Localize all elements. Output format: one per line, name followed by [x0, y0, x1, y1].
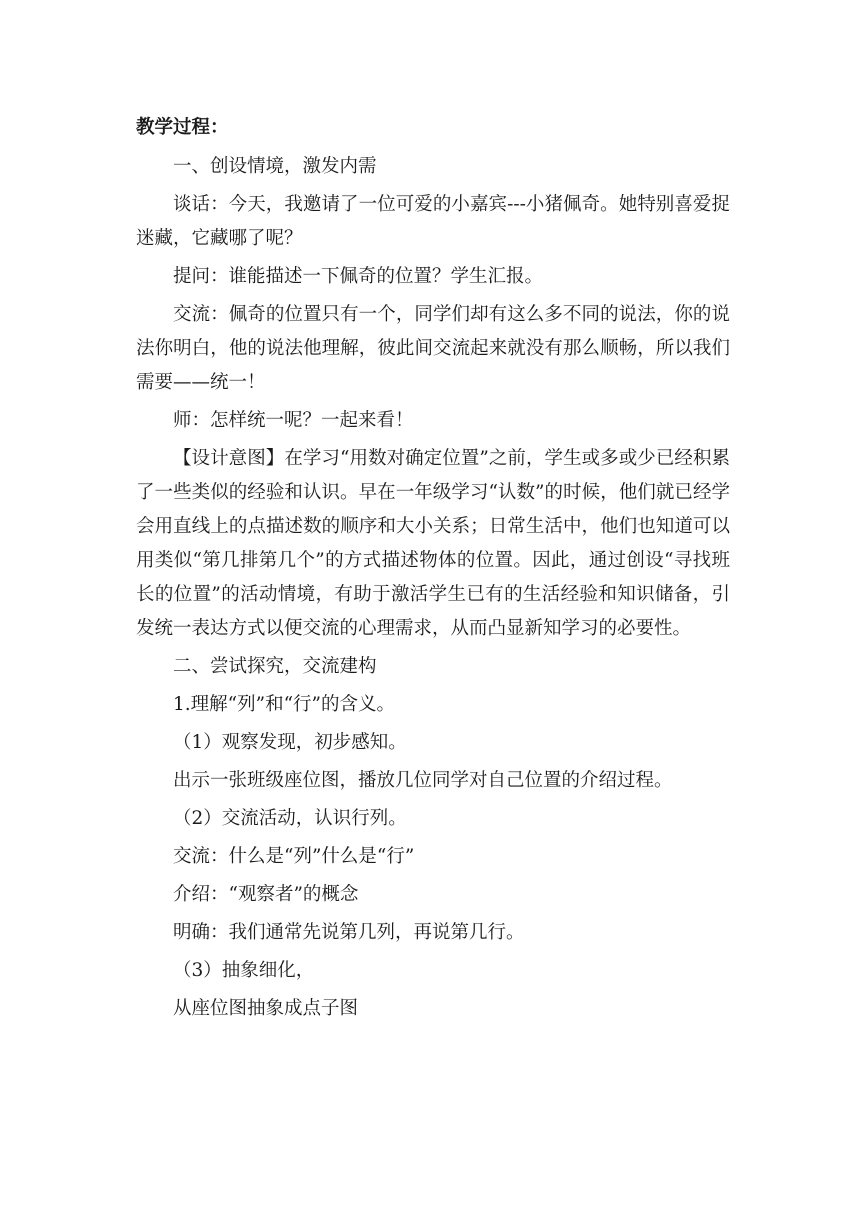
step-2-intro: 介绍：“观察者”的概念 — [173, 884, 359, 905]
section-heading: 教学过程： — [136, 117, 229, 138]
step-1-text: 出示一张班级座位图，播放几位同学对自己位置的介绍过程。 — [173, 770, 673, 791]
section-two-title: 二、尝试探究，交流建构 — [173, 656, 377, 677]
design-intent-paragraph: 【设计意图】在学习“用数对确定位置”之前，学生或多或少已经积累了一些类似的经验和认识。早在一年级学习“认数”的时候，他们就已经学会用直线上的点描述数的顺序和大小关系；日常生活中，他们也知道可以用类似“第几排第几个”的方式描述物体的位置。因此，通过创设“寻找班长的位置”的活动情境，有助于激活学生已有的生活经验和知识储备，引发统一表达方式以便交流的心理需求，从而凸显新知学习的必要性。 — [136, 448, 730, 639]
step-1-label: （1）观察发现，初步感知。 — [173, 732, 407, 753]
step-2-clarify: 明确：我们通常先说第几列，再说第几行。 — [173, 922, 525, 943]
section-one-title: 一、创设情境，激发内需 — [173, 156, 377, 177]
step-2-exchange: 交流：什么是“列”什么是“行” — [173, 846, 415, 867]
talk-paragraph: 谈话：今天，我邀请了一位可爱的小嘉宾---小猪佩奇。她特别喜爱捉迷藏，它藏哪了呢？ — [136, 194, 730, 249]
teacher-paragraph: 师：怎样统一呢？一起来看！ — [173, 410, 414, 431]
exchange-paragraph: 交流：佩奇的位置只有一个，同学们却有这么多不同的说法，你的说法你明白，他的说法他理解，彼此间交流起来就没有那么顺畅，所以我们需要——统一！ — [136, 304, 730, 393]
step-3-text: 从座位图抽象成点子图 — [173, 998, 359, 1019]
question-paragraph: 提问：谁能描述一下佩奇的位置？学生汇报。 — [173, 266, 544, 287]
step-2-label: （2）交流活动，认识行列。 — [173, 808, 407, 829]
document-page — [136, 110, 730, 1026]
step-3-label: （3）抽象细化， — [173, 960, 315, 981]
item-1-title: 1.理解“列”和“行”的含义。 — [173, 694, 395, 715]
